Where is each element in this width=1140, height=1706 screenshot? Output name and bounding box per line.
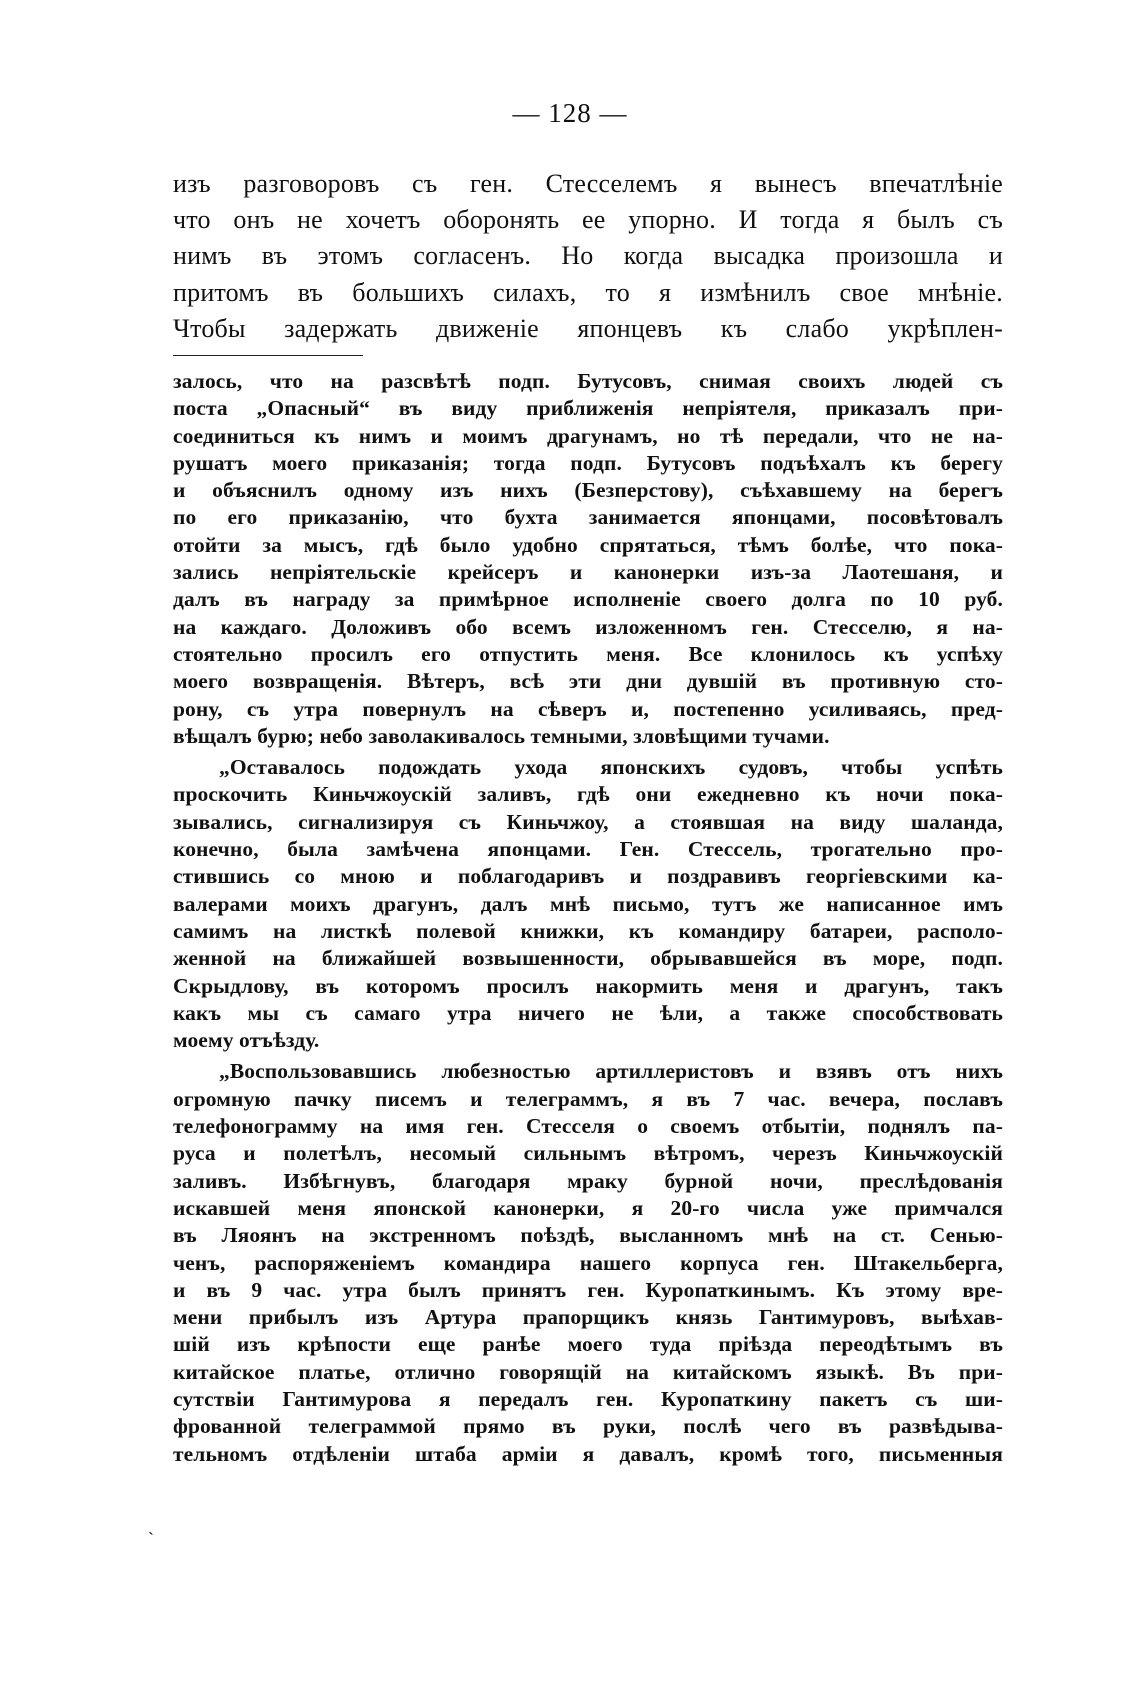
main-text-line: притомъ въ большихъ силахъ, то я измѣнилъ свое мнѣніе. xyxy=(173,277,1003,307)
footnote-line: стоятельно просилъ его отпустить меня. Все клонилось къ успѣху xyxy=(173,641,1003,666)
footnote-line: проскочить Киньчжоускій заливъ, гдѣ они ежедневно къ ночи пока- xyxy=(173,782,1003,807)
footnote-line: и объяснилъ одному изъ нихъ (Безперстову), съѣхавшему на берегъ xyxy=(173,478,1003,503)
footnote-line: Скрыдлову, въ которомъ просилъ накормить меня и драгунъ, такъ xyxy=(173,973,1003,998)
main-text-line: Чтобы задержать движеніе японцевъ къ слабо укрѣплен- xyxy=(173,313,1003,343)
footnote-line: телефонограмму на имя ген. Стесселя о своемъ отбытіи, поднялъ па- xyxy=(173,1114,1003,1139)
footnote-line: женной на ближайшей возвышенности, обрывавшейся въ море, подп. xyxy=(173,946,1003,971)
footnote-line: рону, съ утра повернулъ на сѣверъ и, постепенно усиливаясь, пред- xyxy=(173,696,1003,721)
main-text-line: изъ разговоровъ съ ген. Стесселемъ я вынесъ впечатлѣніе xyxy=(173,169,1003,198)
footnote-line: огромную пачку писемъ и телеграммъ, я въ 7 час. вечера, пославъ xyxy=(173,1086,1003,1111)
footnote-line: фрованной телеграммой прямо въ руки, послѣ чего въ развѣдыва- xyxy=(173,1414,1003,1439)
footnote-line: ченъ, распоряженіемъ командира нашего корпуса ген. Штакельберга, xyxy=(173,1250,1003,1275)
footnote-line: самимъ на листкѣ полевой книжки, къ командиру батареи, располо- xyxy=(173,918,1003,943)
footnote-line: по его приказанію, что бухта занимается японцами, посовѣтовалъ xyxy=(173,505,1003,530)
footnote-line: конечно, была замѣчена японцами. Ген. Стессель, трогательно про- xyxy=(173,837,1003,862)
footnote-line: моему отъѣзду. xyxy=(173,1028,320,1053)
footnote-line: поста „Опасный“ въ виду приближенія непріятеля, приказалъ при- xyxy=(173,396,1003,421)
page-number: — 128 — xyxy=(512,98,628,128)
footnote-line: „Оставалось подождать ухода японскихъ судовъ, чтобы успѣть xyxy=(219,755,1003,780)
footnote-line: искавшей меня японской канонерки, я 20-го числа уже примчался xyxy=(173,1195,1003,1220)
footnote-line: на каждаго. Доложивъ обо всемъ изложенномъ ген. Стесселю, я на- xyxy=(173,614,1003,639)
footnote-line: вѣщалъ бурю; небо заволакивалось темными, зловѣщими тучами. xyxy=(173,723,830,748)
footnote-line: въ Ляоянъ на экстренномъ поѣздѣ, высланномъ мнѣ на ст. Сенью- xyxy=(173,1223,1003,1248)
main-text-line: что онъ не хочетъ оборонять ее упорно. И тогда я былъ съ xyxy=(173,205,1003,235)
footnote-line: стившись со мною и поблагодаривъ и поздравивъ георгіевскими ка- xyxy=(173,864,1003,889)
footnote-line: залось, что на разсвѣтѣ подп. Бутусовъ, снимая своихъ людей съ xyxy=(173,369,1003,393)
footnote-line: заливъ. Избѣгнувъ, благодаря мраку бурной ночи, преслѣдованія xyxy=(173,1168,1003,1193)
footnote-line: какъ мы съ самаго утра ничего не ѣли, а также способствовать xyxy=(173,1000,1003,1025)
footnote-line: далъ въ награду за примѣрное исполненіе своего долга по 10 руб. xyxy=(173,587,1003,612)
footnote-line: тельномъ отдѣленіи штаба арміи я давалъ, кромѣ того, письменныя xyxy=(173,1441,1003,1466)
footnote-line: отойти за мысъ, гдѣ было удобно спрятаться, тѣмъ болѣе, что пока- xyxy=(173,532,1003,557)
footnote-divider xyxy=(173,355,363,356)
footnote-line: валерами моихъ драгунъ, далъ мнѣ письмо, тутъ же написанное имъ xyxy=(173,891,1003,916)
footnote-line: сутствіи Гантимурова я передалъ ген. Куропаткину пакетъ съ ши- xyxy=(173,1386,1003,1411)
footnote xyxy=(173,368,1003,1468)
footnote-line: моего возвращенія. Вѣтеръ, всѣ эти дни дувшій въ противную сто- xyxy=(173,669,1003,694)
footnote-line: руса и полетѣлъ, несомый сильнымъ вѣтромъ, черезъ Киньчжоускій xyxy=(173,1141,1003,1166)
footnote-line: зались непріятельскіе крейсеръ и канонерки изъ-за Лаотешаня, и xyxy=(173,560,1003,585)
main-text xyxy=(173,166,1003,347)
footnote-line: зывались, сигнализируя съ Киньчжоу, а стоявшая на виду шаланда, xyxy=(173,809,1003,834)
margin-mark: ˏ xyxy=(148,1515,154,1535)
footnote-line: шій изъ крѣпости еще ранѣе моего туда пріѣзда переодѣтымъ въ xyxy=(173,1332,1003,1357)
footnote-line: и въ 9 час. утра былъ принятъ ген. Куропаткинымъ. Къ этому вре- xyxy=(173,1277,1003,1302)
main-text-line: нимъ въ этомъ согласенъ. Но когда высадка произошла и xyxy=(173,241,1003,271)
footnote-line: соединиться къ нимъ и моимъ драгунамъ, но тѣ передали, что не на- xyxy=(173,423,1003,448)
footnote-line: „Воспользовавшись любезностью артиллеристовъ и взявъ отъ нихъ xyxy=(219,1059,1003,1084)
footnote-line: китайское платье, отлично говорящій на китайскомъ языкѣ. Въ при- xyxy=(173,1359,1003,1384)
footnote-line: рушатъ моего приказанія; тогда подп. Бутусовъ подъѣхалъ къ берегу xyxy=(173,450,1003,475)
footnote-line: мени прибылъ изъ Артура прапорщикъ князь Гантимуровъ, выѣхав- xyxy=(173,1305,1003,1330)
